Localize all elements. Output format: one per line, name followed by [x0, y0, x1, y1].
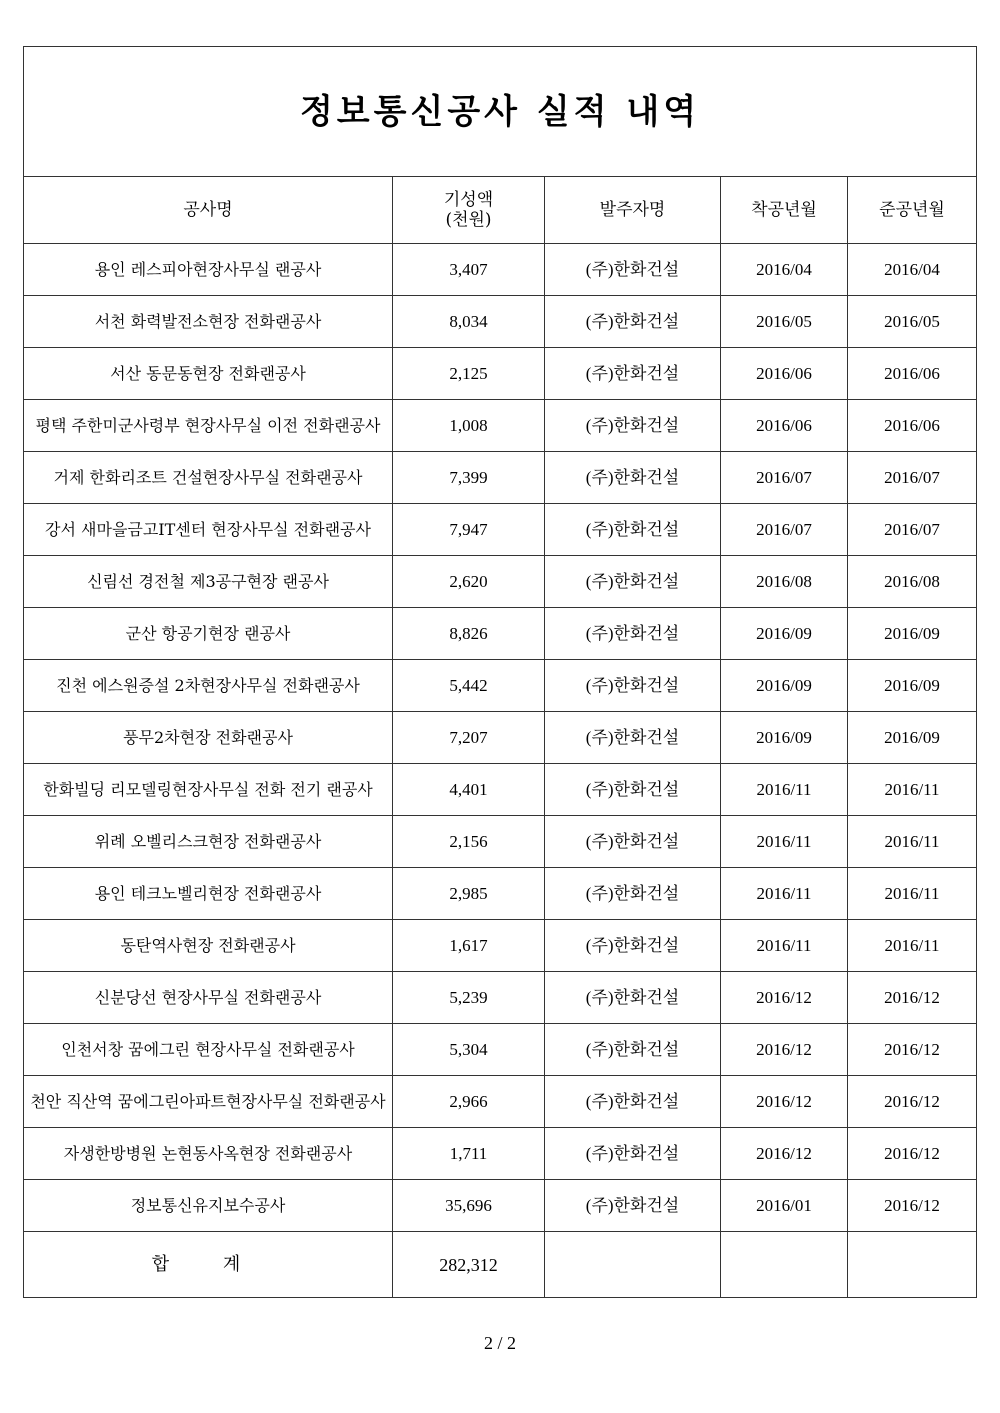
row-client: (주)한화건설: [545, 504, 721, 556]
table-row: [24, 400, 977, 452]
row-amount: 5,239: [393, 972, 545, 1024]
row-amount: 2,966: [393, 1076, 545, 1128]
row-start: 2016/07: [721, 452, 848, 504]
row-end: 2016/09: [848, 660, 977, 712]
row-amount: 2,156: [393, 816, 545, 868]
header-client: 발주자명: [545, 177, 721, 244]
table-row: [24, 608, 977, 660]
row-start: 2016/09: [721, 712, 848, 764]
total-empty-start: [721, 1232, 848, 1298]
table-row: [24, 452, 977, 504]
row-amount: 2,985: [393, 868, 545, 920]
row-name: 평택 주한미군사령부 현장사무실 이전 전화랜공사: [24, 400, 393, 452]
row-name: 위례 오벨리스크현장 전화랜공사: [24, 816, 393, 868]
row-start: 2016/07: [721, 504, 848, 556]
row-client: (주)한화건설: [545, 400, 721, 452]
total-label: 합 계: [24, 1232, 393, 1298]
table-row: [24, 660, 977, 712]
row-start: 2016/08: [721, 556, 848, 608]
row-amount: 1,617: [393, 920, 545, 972]
row-amount: 1,008: [393, 400, 545, 452]
row-amount: 8,034: [393, 296, 545, 348]
row-start: 2016/12: [721, 1024, 848, 1076]
row-name: 강서 새마을금고IT센터 현장사무실 전화랜공사: [24, 504, 393, 556]
row-amount: 7,947: [393, 504, 545, 556]
row-client: (주)한화건설: [545, 920, 721, 972]
total-amount: 282,312: [393, 1232, 545, 1298]
row-name: 서산 동문동현장 전화랜공사: [24, 348, 393, 400]
header-amount-line1: 기성액: [443, 190, 494, 210]
table-row: [24, 972, 977, 1024]
row-name: 용인 레스피아현장사무실 랜공사: [24, 244, 393, 296]
row-end: 2016/06: [848, 400, 977, 452]
row-start: 2016/05: [721, 296, 848, 348]
row-client: (주)한화건설: [545, 452, 721, 504]
row-end: 2016/04: [848, 244, 977, 296]
header-amount: [393, 177, 545, 244]
row-client: (주)한화건설: [545, 712, 721, 764]
table-row: [24, 764, 977, 816]
header-end: 준공년월: [848, 177, 977, 244]
row-name: 거제 한화리조트 건설현장사무실 전화랜공사: [24, 452, 393, 504]
row-name: 인천서창 꿈에그린 현장사무실 전화랜공사: [24, 1024, 393, 1076]
row-amount: 2,620: [393, 556, 545, 608]
total-empty-client: [545, 1232, 721, 1298]
row-end: 2016/07: [848, 504, 977, 556]
row-end: 2016/06: [848, 348, 977, 400]
row-name: 신분당선 현장사무실 전화랜공사: [24, 972, 393, 1024]
table-row: [24, 348, 977, 400]
row-client: (주)한화건설: [545, 1024, 721, 1076]
table-row: [24, 868, 977, 920]
row-client: (주)한화건설: [545, 244, 721, 296]
table-row: [24, 1076, 977, 1128]
row-end: 2016/09: [848, 608, 977, 660]
row-name: 정보통신유지보수공사: [24, 1180, 393, 1232]
row-start: 2016/12: [721, 972, 848, 1024]
row-client: (주)한화건설: [545, 1180, 721, 1232]
row-client: (주)한화건설: [545, 816, 721, 868]
row-name: 서천 화력발전소현장 전화랜공사: [24, 296, 393, 348]
table-row: [24, 1024, 977, 1076]
header-name: 공사명: [24, 177, 393, 244]
row-start: 2016/06: [721, 400, 848, 452]
header-start: 착공년월: [721, 177, 848, 244]
row-name: 풍무2차현장 전화랜공사: [24, 712, 393, 764]
row-name: 동탄역사현장 전화랜공사: [24, 920, 393, 972]
row-amount: 35,696: [393, 1180, 545, 1232]
row-end: 2016/07: [848, 452, 977, 504]
row-client: (주)한화건설: [545, 868, 721, 920]
row-end: 2016/05: [848, 296, 977, 348]
row-end: 2016/12: [848, 1128, 977, 1180]
row-name: 군산 항공기현장 랜공사: [24, 608, 393, 660]
table-row: [24, 816, 977, 868]
page-number: 2 / 2: [483, 1333, 516, 1353]
row-amount: 4,401: [393, 764, 545, 816]
row-start: 2016/06: [721, 348, 848, 400]
row-start: 2016/11: [721, 868, 848, 920]
row-start: 2016/01: [721, 1180, 848, 1232]
document-frame: [23, 46, 976, 1298]
row-end: 2016/12: [848, 1024, 977, 1076]
row-client: (주)한화건설: [545, 296, 721, 348]
row-name: 신림선 경전철 제3공구현장 랜공사: [24, 556, 393, 608]
row-client: (주)한화건설: [545, 764, 721, 816]
row-client: (주)한화건설: [545, 660, 721, 712]
row-amount: 7,399: [393, 452, 545, 504]
total-empty-end: [848, 1232, 977, 1298]
row-name: 용인 테크노벨리현장 전화랜공사: [24, 868, 393, 920]
table-row: [24, 556, 977, 608]
row-client: (주)한화건설: [545, 1076, 721, 1128]
row-client: (주)한화건설: [545, 348, 721, 400]
row-end: 2016/12: [848, 972, 977, 1024]
header-row: [24, 177, 977, 244]
row-end: 2016/09: [848, 712, 977, 764]
row-amount: 1,711: [393, 1128, 545, 1180]
row-start: 2016/11: [721, 764, 848, 816]
row-end: 2016/12: [848, 1076, 977, 1128]
table-row: [24, 504, 977, 556]
row-name: 한화빌딩 리모델링현장사무실 전화 전기 랜공사: [24, 764, 393, 816]
header-amount-line2: (천원): [445, 210, 492, 230]
table-row: [24, 1180, 977, 1232]
page-title: 정보통신공사 실적 내역: [24, 47, 977, 177]
table-row: [24, 244, 977, 296]
row-start: 2016/11: [721, 816, 848, 868]
row-client: (주)한화건설: [545, 972, 721, 1024]
row-end: 2016/11: [848, 868, 977, 920]
total-row: [24, 1232, 977, 1298]
row-amount: 8,826: [393, 608, 545, 660]
row-end: 2016/12: [848, 1180, 977, 1232]
row-amount: 5,442: [393, 660, 545, 712]
row-client: (주)한화건설: [545, 608, 721, 660]
row-start: 2016/04: [721, 244, 848, 296]
row-amount: 3,407: [393, 244, 545, 296]
row-client: (주)한화건설: [545, 1128, 721, 1180]
row-amount: 2,125: [393, 348, 545, 400]
row-end: 2016/11: [848, 764, 977, 816]
row-name: 천안 직산역 꿈에그린아파트현장사무실 전화랜공사: [24, 1076, 393, 1128]
row-name: 진천 에스원증설 2차현장사무실 전화랜공사: [24, 660, 393, 712]
row-end: 2016/11: [848, 920, 977, 972]
row-client: (주)한화건설: [545, 556, 721, 608]
table-row: [24, 920, 977, 972]
row-amount: 5,304: [393, 1024, 545, 1076]
row-amount: 7,207: [393, 712, 545, 764]
row-start: 2016/12: [721, 1128, 848, 1180]
row-start: 2016/09: [721, 660, 848, 712]
table-row: [24, 712, 977, 764]
row-end: 2016/11: [848, 816, 977, 868]
row-start: 2016/09: [721, 608, 848, 660]
row-start: 2016/11: [721, 920, 848, 972]
row-name: 자생한방병원 논현동사옥현장 전화랜공사: [24, 1128, 393, 1180]
table-row: [24, 296, 977, 348]
table-body: [24, 244, 977, 1232]
performance-table: [23, 46, 977, 1298]
row-start: 2016/12: [721, 1076, 848, 1128]
row-end: 2016/08: [848, 556, 977, 608]
table-row: [24, 1128, 977, 1180]
